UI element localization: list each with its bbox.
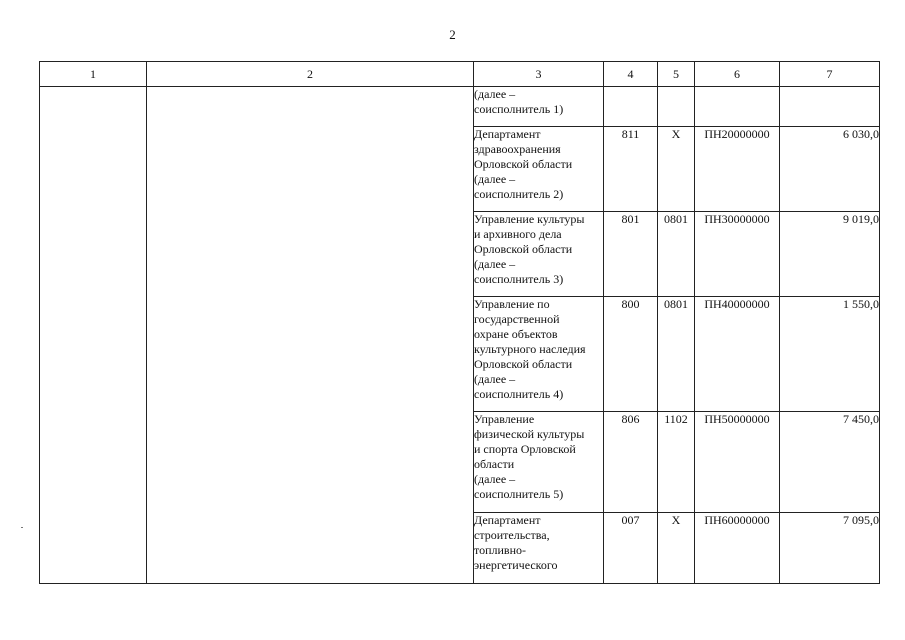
column-header-4: 4 xyxy=(604,62,658,87)
merged-cell-col1 xyxy=(40,87,147,584)
executor-name: Управление культуры и архивного дела Орловской области (далее – соисполнитель 3) xyxy=(474,212,604,297)
executor-name: Департамент здравоохранения Орловской области (далее – соисполнитель 2) xyxy=(474,127,604,212)
target-code: ПН50000000 xyxy=(695,412,780,513)
column-header-7: 7 xyxy=(780,62,880,87)
column-header-2: 2 xyxy=(147,62,474,87)
amount: 6 030,0 xyxy=(780,127,880,212)
amount: 7 095,0 xyxy=(780,513,880,584)
ministry-code: 811 xyxy=(604,127,658,212)
scan-speck xyxy=(21,527,23,528)
executor-name: (далее – соисполнитель 1) xyxy=(474,87,604,127)
target-code: ПН30000000 xyxy=(695,212,780,297)
column-header-1: 1 xyxy=(40,62,147,87)
ministry-code: 806 xyxy=(604,412,658,513)
amount: 1 550,0 xyxy=(780,297,880,412)
header-row xyxy=(40,62,880,87)
section-code: 0801 xyxy=(658,297,695,412)
section-code: Х xyxy=(658,127,695,212)
table-row xyxy=(40,87,880,127)
budget-table xyxy=(39,61,880,584)
amount: 7 450,0 xyxy=(780,412,880,513)
target-code: ПН40000000 xyxy=(695,297,780,412)
target-code xyxy=(695,87,780,127)
target-code: ПН20000000 xyxy=(695,127,780,212)
merged-cell-col2 xyxy=(147,87,474,584)
section-code xyxy=(658,87,695,127)
amount xyxy=(780,87,880,127)
column-header-3: 3 xyxy=(474,62,604,87)
amount: 9 019,0 xyxy=(780,212,880,297)
section-code: 1102 xyxy=(658,412,695,513)
executor-name: Управление физической культуры и спорта Орловской области (далее – соисполнитель 5) xyxy=(474,412,604,513)
ministry-code xyxy=(604,87,658,127)
section-code: 0801 xyxy=(658,212,695,297)
ministry-code: 007 xyxy=(604,513,658,584)
column-header-5: 5 xyxy=(658,62,695,87)
page-number: 2 xyxy=(449,27,456,42)
executor-name: Управление по государственной охране объектов культурного наследия Орловской области (далее – соисполнитель 4) xyxy=(474,297,604,412)
target-code: ПН60000000 xyxy=(695,513,780,584)
executor-name: Департамент строительства, топливно- энергетического xyxy=(474,513,604,584)
ministry-code: 800 xyxy=(604,297,658,412)
section-code: Х xyxy=(658,513,695,584)
ministry-code: 801 xyxy=(604,212,658,297)
column-header-6: 6 xyxy=(695,62,780,87)
